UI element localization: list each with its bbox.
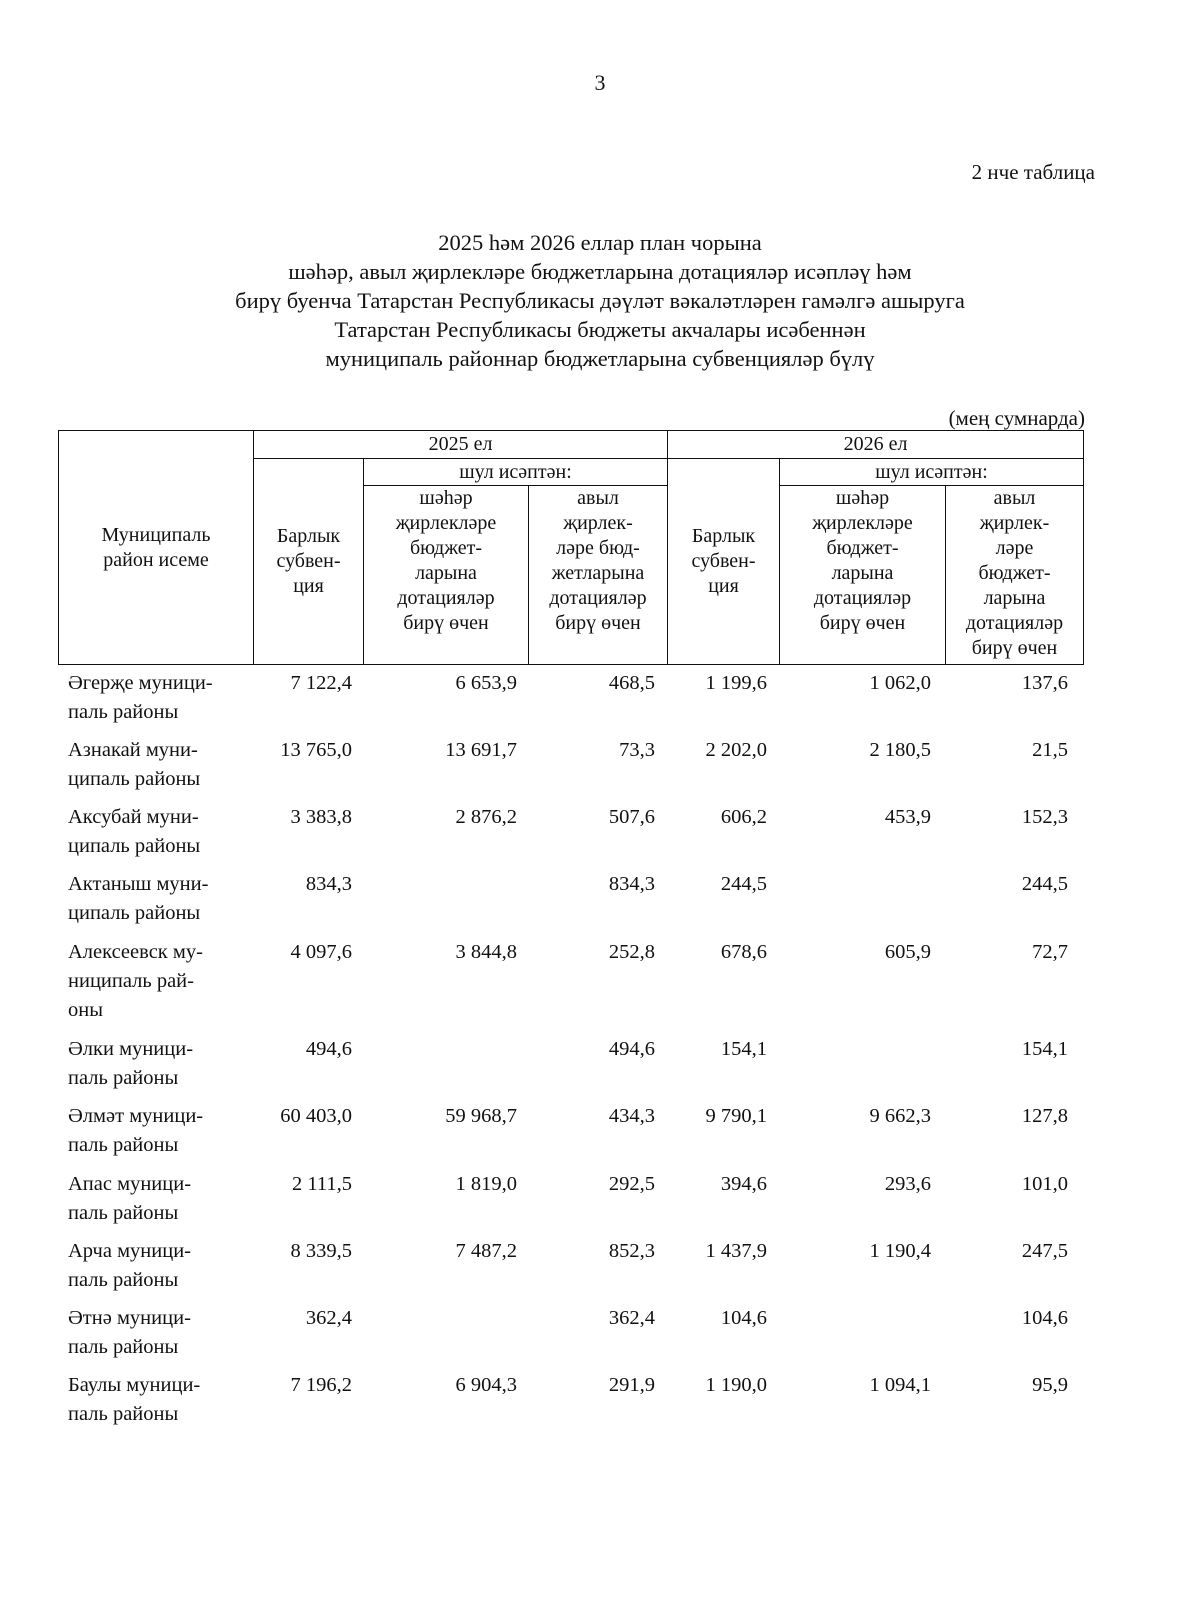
municipality-name: Апас муници- паль районы	[68, 1173, 192, 1224]
rural-2026: 137,6	[1021, 672, 1068, 694]
header-line: дотацияләр	[965, 612, 1064, 634]
city-2025: 1 819,0	[455, 1173, 517, 1195]
city-2026: 453,9	[884, 806, 931, 828]
rural-2025: 507,6	[608, 806, 655, 828]
table-row	[58, 736, 1083, 803]
rural-2025: 291,9	[608, 1374, 655, 1396]
header-line: бюджет-	[826, 537, 899, 559]
header-year-2025: 2025 ел	[254, 431, 668, 459]
total-2025: 3 383,8	[290, 806, 352, 828]
header-line: ция	[708, 575, 739, 597]
header-total-2026	[668, 459, 780, 665]
total-2025: 7 122,4	[290, 672, 352, 694]
rural-2026: 244,5	[1021, 873, 1068, 895]
table-row	[58, 1304, 1083, 1371]
header-line: дотацияләр	[397, 587, 495, 609]
table-row	[58, 1371, 1083, 1438]
total-2026: 104,6	[720, 1307, 767, 1329]
header-line: авыл	[993, 487, 1036, 509]
total-2025: 494,6	[305, 1038, 352, 1060]
header-line: район исеме	[103, 548, 209, 571]
title-line: 2025 һәм 2026 еллар план чорына	[438, 230, 762, 255]
table-row	[58, 938, 1083, 1035]
total-2026: 678,6	[720, 941, 767, 963]
header-line: дотацияләр	[549, 587, 647, 609]
title-line: муниципаль районнар бюджетларына субвенцияләр бүлү	[325, 346, 875, 371]
city-2026: 2 180,5	[869, 739, 931, 761]
municipality-name: Аксубай муни- ципаль районы	[68, 806, 201, 857]
header-of-which-2026: шул исәптән:	[780, 459, 1084, 486]
city-2026: 293,6	[884, 1173, 931, 1195]
header-line: бюджет-	[978, 562, 1051, 584]
header-line: бюджет-	[409, 537, 483, 559]
total-2026: 1 190,0	[705, 1374, 767, 1396]
total-2026: 9 790,1	[705, 1105, 767, 1127]
header-line: җирлек-	[563, 512, 633, 534]
table-row	[58, 1237, 1083, 1304]
rural-2025: 292,5	[608, 1173, 655, 1195]
table-row	[58, 1170, 1083, 1237]
rural-2025: 852,3	[608, 1240, 655, 1262]
header-line: бирү өчен	[403, 612, 489, 634]
table-row	[58, 1035, 1083, 1102]
header-line: Муниципаль	[101, 523, 211, 546]
rural-2025: 434,3	[608, 1105, 655, 1127]
units-note: (мең сумнарда)	[948, 406, 1085, 430]
header-of-which-2025: шул исәптән:	[364, 459, 668, 486]
header-rural-2025	[529, 486, 668, 665]
header-line: ларына	[415, 562, 477, 584]
header-year-2026: 2026 ел	[668, 431, 1084, 459]
header-rural-2026	[946, 486, 1084, 665]
city-2026: 1 190,4	[869, 1240, 931, 1262]
rural-2026: 127,8	[1021, 1105, 1068, 1127]
municipality-name: Арча муници- паль районы	[68, 1240, 192, 1291]
rural-2026: 95,9	[1032, 1374, 1068, 1396]
city-2026: 9 662,3	[869, 1105, 931, 1127]
municipality-name: Баулы муници- паль районы	[68, 1374, 201, 1425]
header-line: бирү өчен	[555, 612, 641, 634]
total-2025: 2 111,5	[292, 1173, 352, 1195]
header-line: шәһәр	[419, 487, 473, 509]
table-row	[58, 1102, 1083, 1170]
header-line: шәһәр	[835, 487, 890, 509]
document-title	[100, 228, 1100, 373]
total-2026: 606,2	[720, 806, 767, 828]
total-2025: 4 097,6	[290, 941, 352, 963]
header-line: бирү өчен	[971, 637, 1058, 659]
city-2026: 1 062,0	[869, 672, 931, 694]
table-row	[58, 870, 1083, 938]
header-line: җирлекләре	[812, 512, 913, 534]
title-line: бирү буенча Татарстан Республикасы дәүләт вәкаләтләрен гамәлгә ашыруга	[235, 288, 965, 313]
title-line: шәһәр, авыл җирлекләре бюджетларына дотацияләр исәпләү һәм	[288, 259, 912, 284]
city-2025: 7 487,2	[455, 1240, 517, 1262]
total-2025: 13 765,0	[280, 739, 352, 761]
rural-2025: 73,3	[619, 739, 655, 761]
total-2026: 394,6	[720, 1173, 767, 1195]
header-line: субвен-	[276, 550, 341, 572]
city-2025: 13 691,7	[445, 739, 517, 761]
header-line: ларына	[983, 587, 1046, 609]
total-2025: 7 196,2	[290, 1374, 352, 1396]
table-body	[58, 669, 1083, 1438]
header-line: Барлык	[691, 525, 756, 547]
city-2025: 59 968,7	[445, 1105, 517, 1127]
total-2025: 8 339,5	[290, 1240, 352, 1262]
header-line: жетларына	[551, 562, 645, 584]
total-2025: 834,3	[305, 873, 352, 895]
rural-2025: 362,4	[608, 1307, 655, 1329]
header-line: ләре	[995, 537, 1034, 559]
header-city-2026	[780, 486, 946, 665]
city-2026: 605,9	[884, 941, 931, 963]
municipality-name: Актаныш муни- ципаль районы	[68, 873, 209, 924]
rural-2025: 252,8	[608, 941, 655, 963]
municipality-name: Азнакай муни- ципаль районы	[68, 739, 201, 790]
total-2026: 1 437,9	[705, 1240, 767, 1262]
municipality-name: Әгерҗе муници- паль районы	[68, 672, 213, 723]
city-2025: 2 876,2	[455, 806, 517, 828]
rural-2026: 72,7	[1032, 941, 1068, 963]
rural-2026: 21,5	[1032, 739, 1068, 761]
total-2026: 244,5	[720, 873, 767, 895]
header-municipality	[59, 431, 254, 665]
rural-2026: 101,0	[1021, 1173, 1068, 1195]
rural-2026: 104,6	[1021, 1307, 1068, 1329]
total-2026: 154,1	[720, 1038, 767, 1060]
municipality-name: Әтнә муници- паль районы	[68, 1307, 191, 1358]
header-line: ция	[293, 575, 324, 597]
rural-2026: 247,5	[1021, 1240, 1068, 1262]
header-line: ләре бюд-	[556, 537, 640, 559]
header-city-2025	[364, 486, 529, 665]
rural-2025: 494,6	[608, 1038, 655, 1060]
rural-2025: 834,3	[608, 873, 655, 895]
city-2025: 6 653,9	[455, 672, 517, 694]
total-2026: 2 202,0	[705, 739, 767, 761]
total-2026: 1 199,6	[705, 672, 767, 694]
page-number: 3	[594, 70, 606, 95]
city-2025: 3 844,8	[455, 941, 517, 963]
municipality-name: Алексеевск му- ниципаль рай- оны	[68, 941, 203, 1021]
table-header	[58, 430, 1084, 665]
header-total-2025	[254, 459, 364, 665]
city-2026: 1 094,1	[869, 1374, 931, 1396]
table-row	[58, 803, 1083, 870]
header-line: җирлекләре	[395, 512, 497, 534]
municipality-name: Әлки муници- паль районы	[68, 1038, 194, 1089]
header-line: дотацияләр	[813, 587, 912, 609]
table-row	[58, 669, 1083, 736]
rural-2026: 152,3	[1021, 806, 1068, 828]
rural-2025: 468,5	[608, 672, 655, 694]
header-line: җирлек-	[979, 512, 1050, 534]
header-line: бирү өчен	[819, 612, 906, 634]
municipality-name: Әлмәт муници- паль районы	[68, 1105, 204, 1156]
header-line: Барлык	[276, 525, 341, 547]
total-2025: 60 403,0	[280, 1105, 352, 1127]
title-line: Татарстан Республикасы бюджеты акчалары исәбеннән	[334, 317, 866, 342]
header-line: субвен-	[691, 550, 756, 572]
header-line: ларына	[831, 562, 894, 584]
city-2025: 6 904,3	[455, 1374, 517, 1396]
header-line: авыл	[577, 487, 619, 509]
total-2025: 362,4	[305, 1307, 352, 1329]
rural-2026: 154,1	[1021, 1038, 1068, 1060]
table-number: 2 нче таблица	[971, 160, 1095, 184]
